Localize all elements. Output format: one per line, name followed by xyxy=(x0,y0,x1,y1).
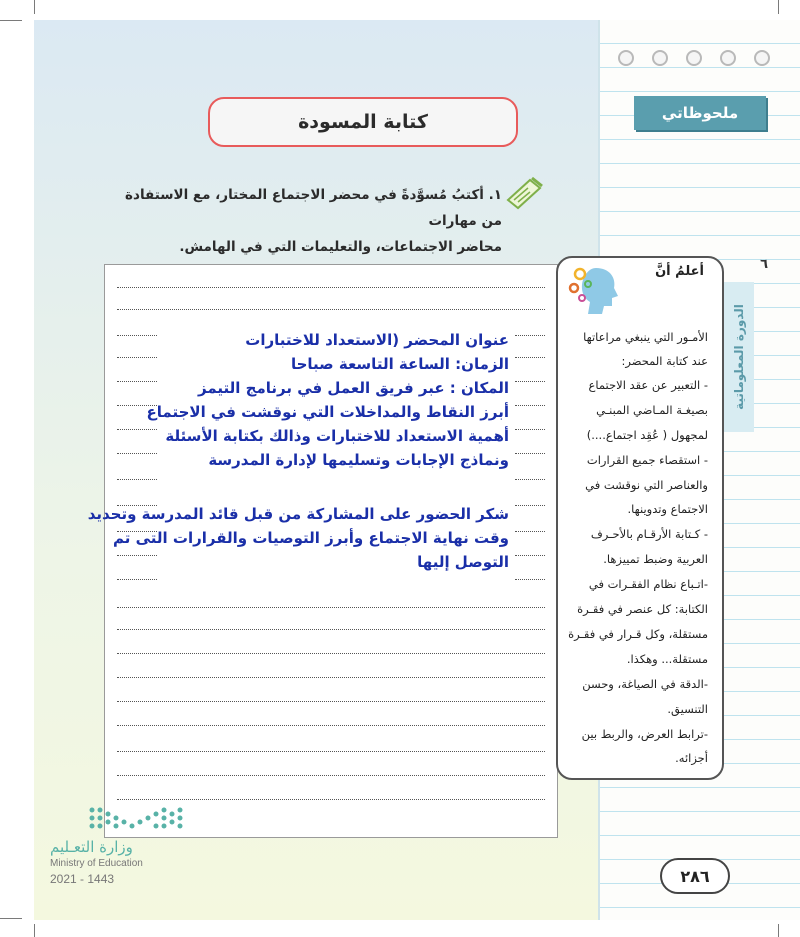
side-note-line: مستقلة... وهكذا. xyxy=(626,652,708,666)
dotted-line xyxy=(117,429,157,430)
dotted-line xyxy=(117,629,545,630)
dotted-line xyxy=(117,775,545,776)
edition-year: 2021 - 1443 xyxy=(50,872,115,886)
binder-ring xyxy=(652,50,668,66)
side-note-line: بصيغـة المـاضي المبنـي xyxy=(596,403,708,417)
instruction-line: محاضر الاجتماعات، والتعليمات التي في الهامش. xyxy=(179,239,502,255)
dotted-line xyxy=(117,725,545,726)
dotted-line xyxy=(117,335,157,336)
draft-line: ونماذج الإجابات وتسليمها لإدارة المدرسة xyxy=(208,451,509,469)
draft-line: الزمان: الساعة التاسعة صباحا xyxy=(290,355,509,373)
instruction xyxy=(100,182,502,260)
dotted-line xyxy=(515,505,545,506)
draft-writing-box[interactable] xyxy=(87,264,558,838)
dotted-line xyxy=(117,579,157,580)
notes-tab: ملحوظاتي xyxy=(634,96,766,130)
pencil-book-icon xyxy=(502,174,546,212)
side-note-title: أعلمُ أنَّ xyxy=(655,264,704,279)
dotted-line xyxy=(117,357,157,358)
side-note-line: الكتابة: كل عنصر في فقـرة xyxy=(577,602,708,616)
dotted-line xyxy=(515,453,545,454)
binder-ring xyxy=(618,50,634,66)
side-note-line: - كـتابة الأرقـام بالأحـرف xyxy=(590,527,708,541)
side-note-line: عند كتابة المحضر: xyxy=(621,354,708,368)
dotted-line xyxy=(117,701,545,702)
side-note-line: الأمـور التي ينبغي مراعاتها xyxy=(583,330,708,344)
dotted-line xyxy=(515,531,545,532)
draft-line: أبرز النقاط والمداخلات التي نوقشت في الاجتماع xyxy=(146,403,509,421)
dotted-line xyxy=(515,579,545,580)
ministry-name-en: Ministry of Education xyxy=(50,858,143,869)
crop-mark xyxy=(778,0,779,14)
binder-ring xyxy=(720,50,736,66)
side-note-line: التنسيق. xyxy=(667,702,708,716)
dotted-line xyxy=(515,357,545,358)
draft-line: شكر الحضور على المشاركة من قبل قائد المدرسة وتحديد xyxy=(87,505,509,523)
unit-title: الدورة المعلوماتية xyxy=(732,304,746,410)
side-note-line: العربية وضبط تمييزها. xyxy=(603,552,708,566)
binder-ring xyxy=(686,50,702,66)
dotted-line xyxy=(515,429,545,430)
draft-line: أهمية الاستعداد للاختبارات وذالك بكتابة الأسئلة xyxy=(165,427,509,445)
dotted-line xyxy=(117,309,545,310)
unit-title-tab xyxy=(724,282,754,432)
ministry-name-ar: وزارة التعـليم xyxy=(50,838,133,856)
dotted-line xyxy=(515,405,545,406)
head-gears-icon xyxy=(566,262,622,318)
draft-line: عنوان المحضر (الاستعداد للاختبارات xyxy=(245,331,509,349)
side-note-line: لمجهول ( عُقِد اجتماع....) xyxy=(586,428,708,442)
side-note-line: أجزائه. xyxy=(675,751,708,765)
dotted-line xyxy=(117,479,157,480)
side-note-line: الاجتماع وتدوينها. xyxy=(627,502,708,516)
page-number-text: ٢٨٦ xyxy=(680,866,710,886)
side-note-line: مستقلة، وكل قـرار في فقـرة xyxy=(568,627,708,641)
draft-line: وقت نهاية الاجتماع وأبرز التوصيات والقرارات التى تم xyxy=(112,529,509,547)
dotted-line xyxy=(117,607,545,608)
crop-mark xyxy=(0,20,22,21)
instruction-line: ١. أكتبُ مُسوَّدةً في محضر الاجتماع المختار، مع الاستفادة من مهارات xyxy=(125,187,502,229)
side-note-line: والعناصر التي نوقشت في xyxy=(585,478,708,492)
draft-line: التوصل إليها xyxy=(417,553,509,571)
dotted-line xyxy=(515,381,545,382)
dotted-line xyxy=(117,799,545,800)
binder-ring xyxy=(754,50,770,66)
dotted-line xyxy=(117,677,545,678)
dotted-line xyxy=(117,555,157,556)
crop-mark xyxy=(34,924,35,937)
side-note-line: -الدقة في الصياغة، وحسن xyxy=(582,677,708,691)
dotted-line xyxy=(515,479,545,480)
dotted-line xyxy=(117,287,545,288)
crop-mark xyxy=(34,0,35,14)
dotted-line xyxy=(117,653,545,654)
side-note-line: - التعبير عن عقد الاجتماع xyxy=(588,378,708,392)
side-note-line: -ترابط العرض، والربط بين xyxy=(581,727,708,741)
page-title xyxy=(208,97,518,147)
dotted-line xyxy=(515,335,545,336)
dotted-line xyxy=(515,555,545,556)
unit-number: ٦ xyxy=(760,257,768,272)
dotted-line xyxy=(117,381,157,382)
crop-mark xyxy=(0,918,22,919)
side-note-line: - استقصاء جميع القرارات xyxy=(586,453,708,467)
page-number xyxy=(660,858,730,894)
page-title-text: كتابة المسودة xyxy=(298,111,428,133)
dotted-line xyxy=(117,453,157,454)
side-note-line: -اتـباع نظام الفقـرات في xyxy=(588,577,708,591)
dotted-line xyxy=(117,751,545,752)
crop-mark xyxy=(778,924,779,937)
ministry-logo-icon xyxy=(86,802,186,836)
draft-line: المكان : عبر فريق العمل في برنامج التيمز xyxy=(198,379,509,397)
